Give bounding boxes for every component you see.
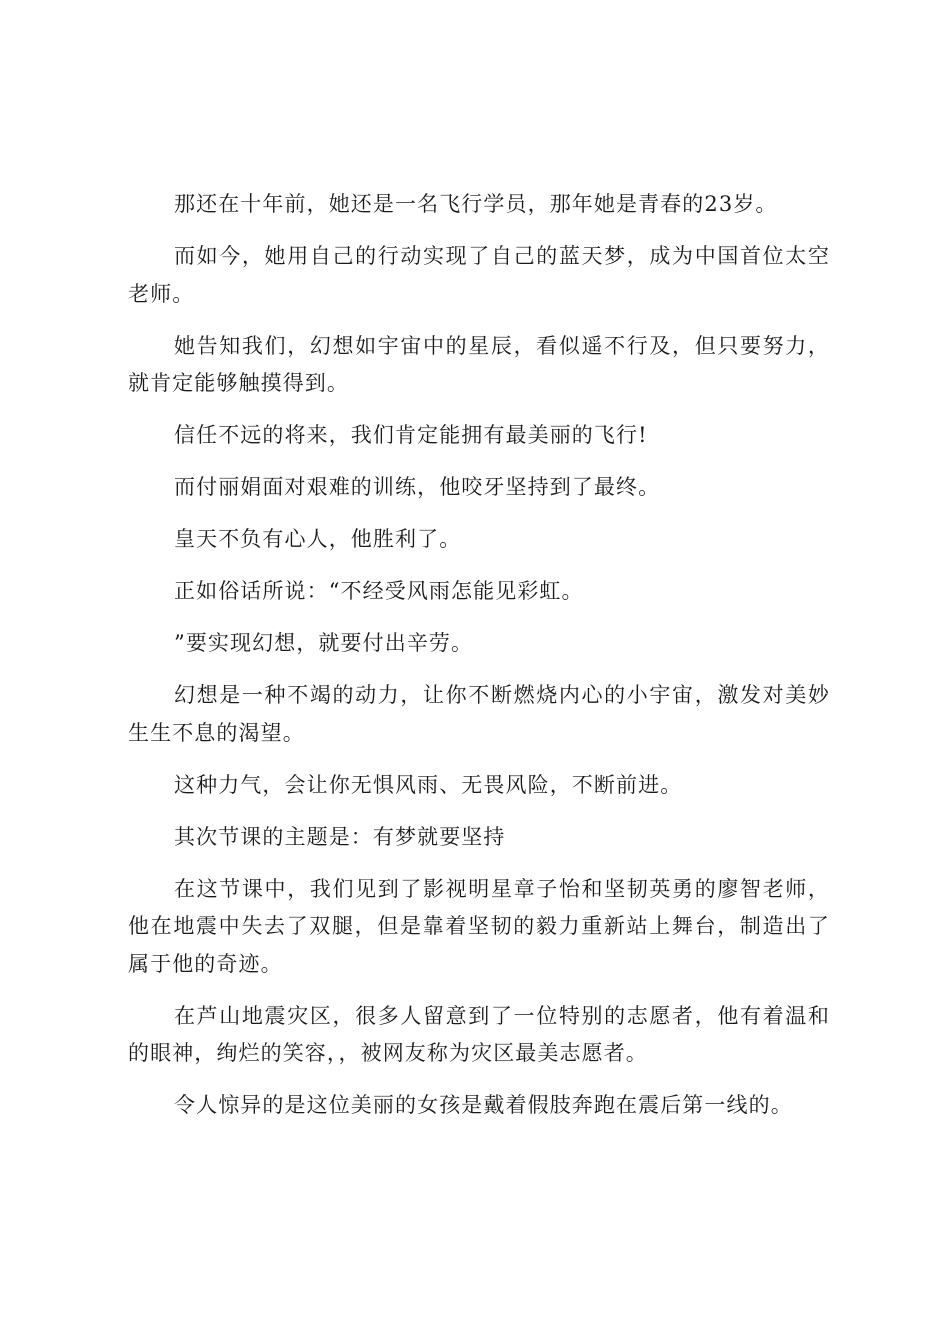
paragraph: 这种力气，会让你无惧风雨、无畏风险，不断前进。 [174, 772, 683, 797]
paragraph: 在这节课中，我们见到了影视明星章子怡和坚韧英勇的廖智老师，他在地震中失去了双腿，但是靠着坚韧的毅力重新站上舞台，制造出了属于他的奇迹。 [128, 876, 830, 976]
paragraph: 她告知我们，幻想如宇宙中的星辰，看似遥不行及，但只要努力，就肯定能够触摸得到。 [128, 333, 830, 395]
paragraph: 令人惊异的是这位美丽的女孩是戴着假肢奔跑在震后第一线的。 [174, 1093, 793, 1117]
paragraph: 那还在十年前，她还是一名飞行学员，那年她是青春的23岁。 [174, 192, 778, 216]
document-body [128, 186, 830, 1139]
paragraph: 幻想是一种不竭的动力，让你不断燃烧内心的小宇宙，激发对美妙生生不息的渴望。 [128, 683, 830, 745]
paragraph: 信任不远的将来，我们肯定能拥有最美丽的飞行! [174, 423, 648, 447]
paragraph: 其次节课的主题是：有梦就要坚持 [174, 824, 506, 849]
paragraph: 在芦山地震灾区，很多人留意到了一位特别的志愿者，他有着温和的眼神，绚烂的笑容，，被网友称为灾区最美志愿者。 [128, 1003, 830, 1065]
paragraph: ”要实现幻想，就要付出辛劳。 [174, 631, 474, 655]
paragraph: 正如俗话所说：“不经受风雨怎能见彩虹。 [174, 579, 584, 603]
paragraph: 而付丽娟面对艰难的训练，他咬牙坚持到了最终。 [174, 475, 661, 499]
paragraph: 皇天不负有心人，他胜利了。 [174, 527, 462, 551]
paragraph: 而如今，她用自己的行动实现了自己的蓝天梦，成为中国首位太空老师。 [128, 244, 830, 306]
